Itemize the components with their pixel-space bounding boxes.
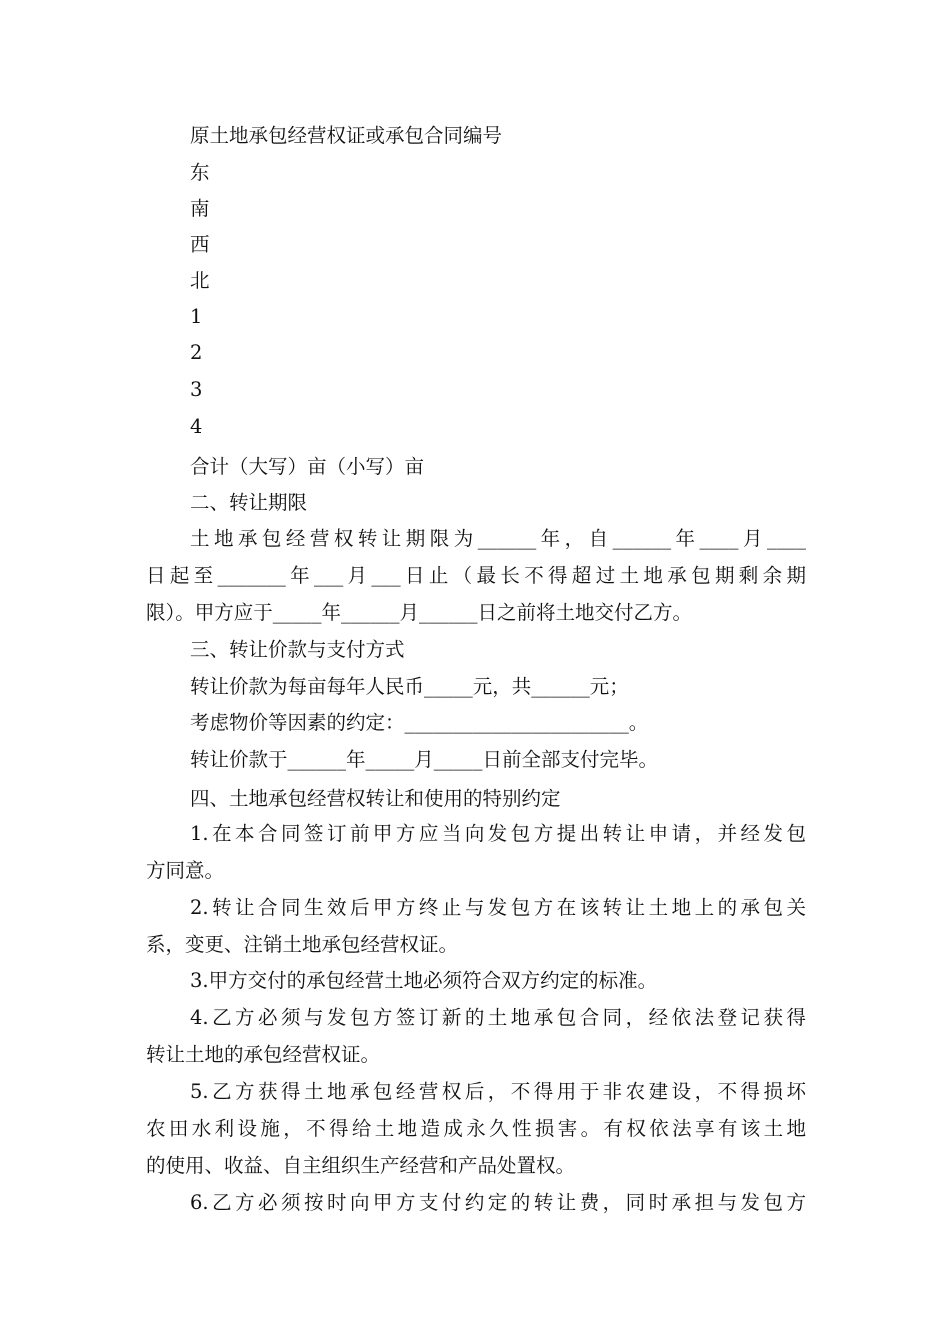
section3-heading: 三、转让价款与支付方式 bbox=[190, 638, 405, 661]
boundary-north: 北 bbox=[190, 269, 210, 292]
clause-5-line: 的使用、收益、自主组织生产经营和产品处置权。 bbox=[146, 1154, 576, 1177]
plot-row-4: 4 bbox=[190, 415, 203, 438]
area-total-line: 合计（大写）亩（小写）亩 bbox=[190, 455, 425, 478]
section2-para-line: 日起至_______年___月___日止（最长不得超过土地承包期剩余期 bbox=[146, 564, 806, 587]
section2-para-line: 土地承包经营权转让期限为______年，自______年____月____ bbox=[190, 527, 806, 550]
section2-heading: 二、转让期限 bbox=[190, 491, 308, 514]
payment-deadline-line: 转让价款于______年_____月_____日前全部支付完毕。 bbox=[190, 748, 659, 771]
section2-para-line: 限）。甲方应于_____年______月______日之前将土地交付乙方。 bbox=[146, 601, 693, 624]
clause-4-line: 4.乙方必须与发包方签订新的土地承包合同，经依法登记获得 bbox=[190, 1006, 806, 1029]
clause-1-line: 方同意。 bbox=[146, 859, 225, 882]
boundary-south: 南 bbox=[190, 197, 210, 220]
price-line: 转让价款为每亩每年人民币_____元，共______元； bbox=[190, 675, 629, 698]
clause-2-line: 系，变更、注销土地承包经营权证。 bbox=[146, 933, 459, 956]
clause-1-line: 1.在本合同签订前甲方应当向发包方提出转让申请，并经发包 bbox=[190, 822, 806, 845]
price-adjust-line: 考虑物价等因素的约定：_______________________。 bbox=[190, 711, 649, 734]
plot-row-2: 2 bbox=[190, 341, 203, 364]
contract-number-label: 原土地承包经营权证或承包合同编号 bbox=[190, 124, 503, 147]
plot-row-1: 1 bbox=[190, 305, 203, 328]
boundary-east: 东 bbox=[190, 161, 210, 184]
plot-row-3: 3 bbox=[190, 378, 203, 401]
boundary-west: 西 bbox=[190, 233, 210, 256]
clause-2-line: 2.转让合同生效后甲方终止与发包方在该转让土地上的承包关 bbox=[190, 896, 806, 919]
clause-5-line: 农田水利设施，不得给土地造成永久性损害。有权依法享有该土地 bbox=[146, 1117, 806, 1140]
section4-heading: 四、土地承包经营权转让和使用的特别约定 bbox=[190, 787, 561, 810]
clause-6-line: 6.乙方必须按时向甲方支付约定的转让费，同时承担与发包方 bbox=[190, 1191, 806, 1214]
clause-4-line: 转让土地的承包经营权证。 bbox=[146, 1043, 381, 1066]
clause-3-line: 3.甲方交付的承包经营土地必须符合双方约定的标准。 bbox=[190, 969, 658, 992]
clause-5-line: 5.乙方获得土地承包经营权后，不得用于非农建设，不得损坏 bbox=[190, 1080, 806, 1103]
